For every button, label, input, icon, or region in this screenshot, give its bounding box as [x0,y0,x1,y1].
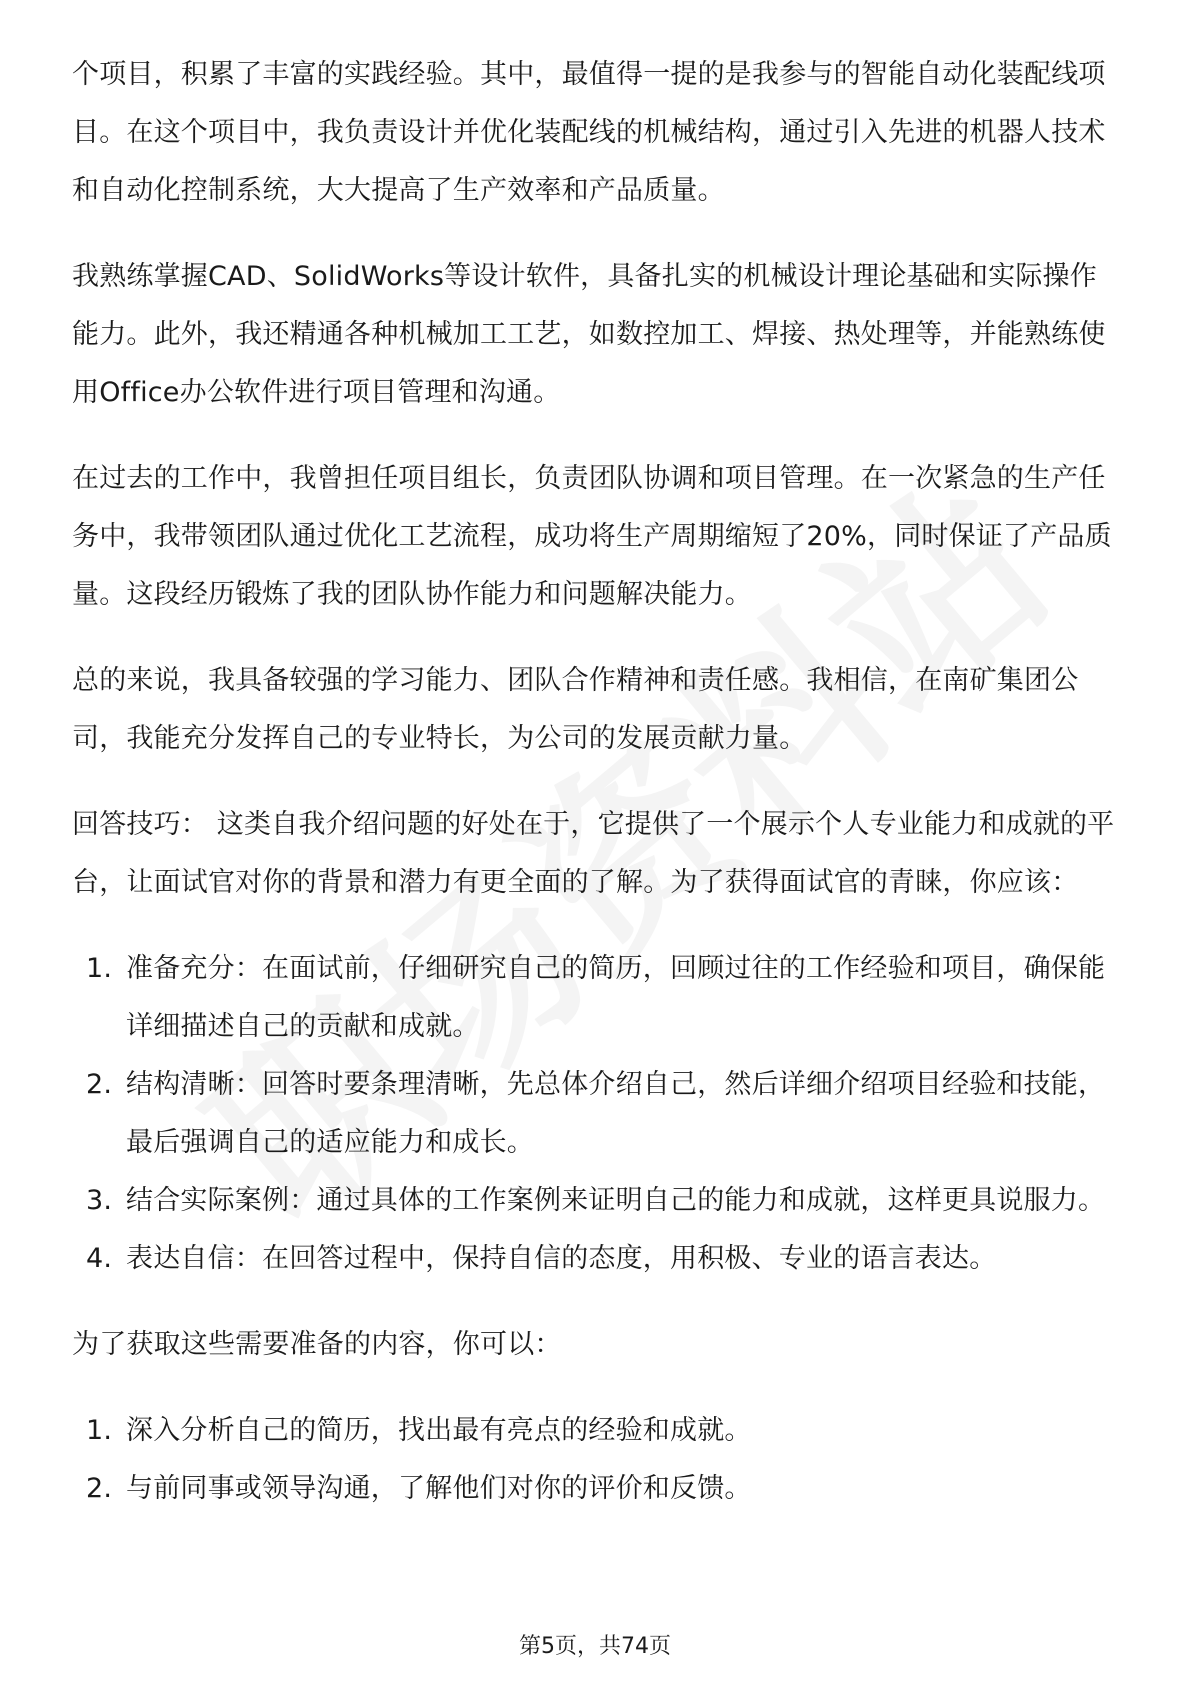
list-number: 1. [86,953,113,984]
list-item [72,1056,1122,1172]
list-item [72,940,1122,1056]
paragraph-project-experience: 个项目，积累了丰富的实践经验。其中，最值得一提的是我参与的智能自动化装配线项目。在这个项目中，我负责设计并优化装配线的机械结构，通过引入先进的机器人技术和自动化控制系统，大大提高了生产效率和产品质量。 [72,59,1106,206]
paragraph-skills: 我熟练掌握CAD、SolidWorks等设计软件，具备扎实的机械设计理论基础和实际操作能力。此外，我还精通各种机械加工工艺，如数控加工、焊接、热处理等，并能熟练使用Office办公软件进行项目管理和沟通。 [72,261,1106,408]
list-number: 1. [86,1415,113,1446]
page-footer: 第5页，共74页 [519,1634,671,1659]
list-item [72,1402,1122,1460]
paragraph-leadership: 在过去的工作中，我曾担任项目组长，负责团队协调和项目管理。在一次紧急的生产任务中，我带领团队通过优化工艺流程，成功将生产周期缩短了20%，同时保证了产品质量。这段经历锻炼了我的团队协作能力和问题解决能力。 [72,463,1112,610]
list-item [72,1230,1122,1288]
document-body [72,46,1122,1546]
paragraph-summary: 总的来说，我具备较强的学习能力、团队合作精神和责任感。我相信，在南矿集团公司，我能充分发挥自己的专业特长，为公司的发展贡献力量。 [72,665,1079,754]
list-item-text: 表达自信：在回答过程中，保持自信的态度，用积极、专业的语言表达。 [126,1243,997,1274]
prep-list [72,1402,1122,1518]
list-item-text: 结合实际案例：通过具体的工作案例来证明自己的能力和成就，这样更具说服力。 [126,1185,1106,1216]
list-number: 3. [86,1185,113,1216]
list-item-text: 准备充分：在面试前，仔细研究自己的简历，回顾过往的工作经验和项目，确保能详细描述自己的贡献和成就。 [126,953,1106,1042]
paragraph-prep-intro: 为了获取这些需要准备的内容，你可以： [72,1329,562,1360]
tips-list [72,940,1122,1288]
list-item [72,1460,1122,1518]
list-item-text: 与前同事或领导沟通，了解他们对你的评价和反馈。 [126,1473,752,1504]
paragraph-answer-tips: 回答技巧： 这类自我介绍问题的好处在于，它提供了一个展示个人专业能力和成就的平台，让面试官对你的背景和潜力有更全面的了解。为了获得面试官的青睐，你应该： [72,809,1115,898]
list-number: 2. [86,1473,113,1504]
list-number: 2. [86,1069,113,1100]
list-number: 4. [86,1243,113,1274]
list-item-text: 结构清晰：回答时要条理清晰，先总体介绍自己，然后详细介绍项目经验和技能，最后强调自己的适应能力和成长。 [126,1069,1106,1158]
list-item [72,1172,1122,1230]
list-item-text: 深入分析自己的简历，找出最有亮点的经验和成就。 [126,1415,752,1446]
